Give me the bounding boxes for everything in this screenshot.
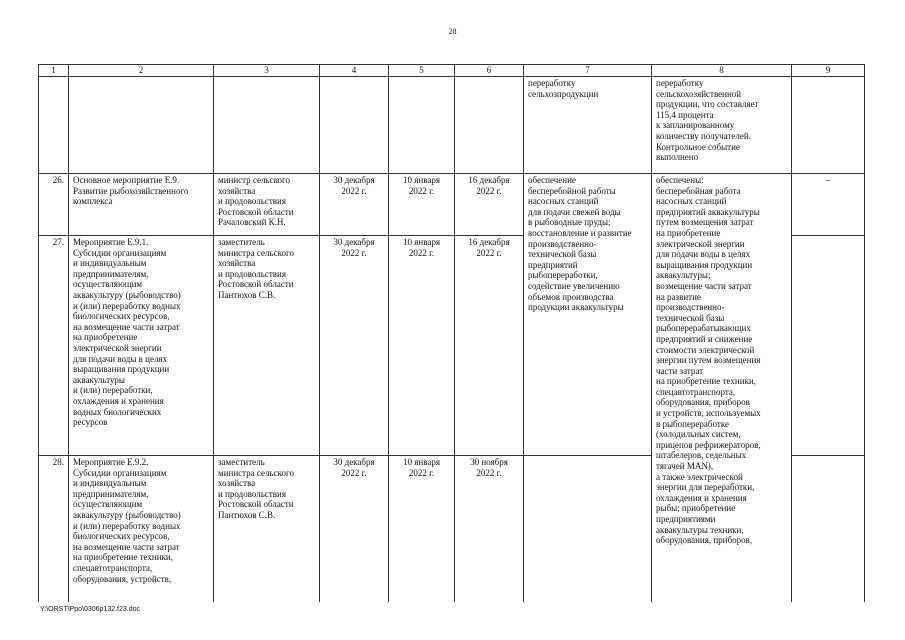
column-header: 3 — [214, 65, 320, 77]
column-number-row — [39, 65, 865, 77]
row-actual-end: 30 ноября 2022 г. — [455, 456, 524, 602]
merged-actual-result: обеспечены: бесперебойная работа насосных станций предприятий аквакультуры путем возмещения затрат на приобретение электрической энергии для подачи воды в целях выращивания продукции аквакультуры; возмещение части затрат на развитие производственно- технической базы рыбоперерабатывающих предприятий и снижение стоимости электрической энергии путем возмещения части затрат на приобретение техники, спецавтотранспорта, оборудования, приборов и устройств, используемых в рыбопереработке (холодильных систем, прицепов рефрижераторов, штабелеров, седельных тягачей MAN), а также электрической энергии для переработки, охлаждения и хранения рыбы; приобретение предприятиями аквакультуры техники, оборудования, приборов, — [652, 174, 792, 602]
row-actual-start: 10 января 2022 г. — [389, 174, 455, 236]
column-header: 9 — [792, 65, 865, 77]
row-number: 27. — [39, 236, 69, 456]
row-number: 28. — [39, 456, 69, 602]
table-row — [39, 174, 865, 236]
row-planned-end: 30 декабря 2022 г. — [320, 456, 389, 602]
continuation-result-actual: переработку сельскохозяйственной продукции, что составляет 115,4 процента к запланированному количеству получателей. Контрольное событие выполнено — [652, 77, 792, 174]
row-actual-start: 10 января 2022 г. — [389, 456, 455, 602]
file-path-footer: Y:\ORST\Ppo\0306p132.f23.doc — [40, 606, 141, 613]
merged-planned-result: обеспечение бесперебойной работы насосных станций для подачи свежей воды в рыбоводные пруды; восстановление и развитие производственно- технической базы предприятий рыбопереработки, содействие увеличению объемов производства продукции аквакультуры — [524, 174, 652, 456]
row-planned-end: 30 декабря 2022 г. — [320, 174, 389, 236]
row-name: Основное мероприятие Е.9. Развитие рыбохозяйственного комплекса — [69, 174, 214, 236]
column-header: 1 — [39, 65, 69, 77]
column-header: 8 — [652, 65, 792, 77]
row-planned-end: 30 декабря 2022 г. — [320, 236, 389, 456]
page-number: 28 — [448, 27, 457, 36]
report-table — [38, 64, 865, 602]
column-header: 6 — [455, 65, 524, 77]
row-actual-end: 16 декабря 2022 г. — [455, 236, 524, 456]
row-name: Мероприятие Е.9.2. Субсидии организациям и индивидуальным предпринимателям, осуществляющим аквакультуру (рыбоводство) и (или) переработку водных биологических ресурсов, на возмещение части затрат на приобретение техники, спецавтотранспорта, оборудования, устройств, — [69, 456, 214, 602]
row-responsible: заместитель министра сельского хозяйства и продовольствия Ростовской области Пантюхов С.В. — [214, 236, 320, 456]
continuation-row — [39, 77, 865, 174]
column-header: 5 — [389, 65, 455, 77]
row-number: 26. — [39, 174, 69, 236]
row-responsible: министр сельского хозяйства и продовольствия Ростовской области Рачаловский К.Н. — [214, 174, 320, 236]
continuation-result-planned: переработку сельхозпродукции — [524, 77, 652, 174]
row-note: – — [792, 174, 865, 236]
row-responsible: заместитель министра сельского хозяйства и продовольствия Ростовской области Пантюхов С.В. — [214, 456, 320, 602]
row-actual-start: 10 января 2022 г. — [389, 236, 455, 456]
row-actual-end: 16 декабря 2022 г. — [455, 174, 524, 236]
column-header: 2 — [69, 65, 214, 77]
row-name: Мероприятие Е.9.1. Субсидии организациям и индивидуальным предпринимателям, осуществляющим аквакультуру (рыбоводство) и (или) переработку водных биологических ресурсов, на возмещение части затрат на приобретение электрической энергии для подачи воды в целях выращивания продукции аквакультуры и (или) переработки, охлаждения и хранения водных биологических ресурсов — [69, 236, 214, 456]
column-header: 4 — [320, 65, 389, 77]
column-header: 7 — [524, 65, 652, 77]
